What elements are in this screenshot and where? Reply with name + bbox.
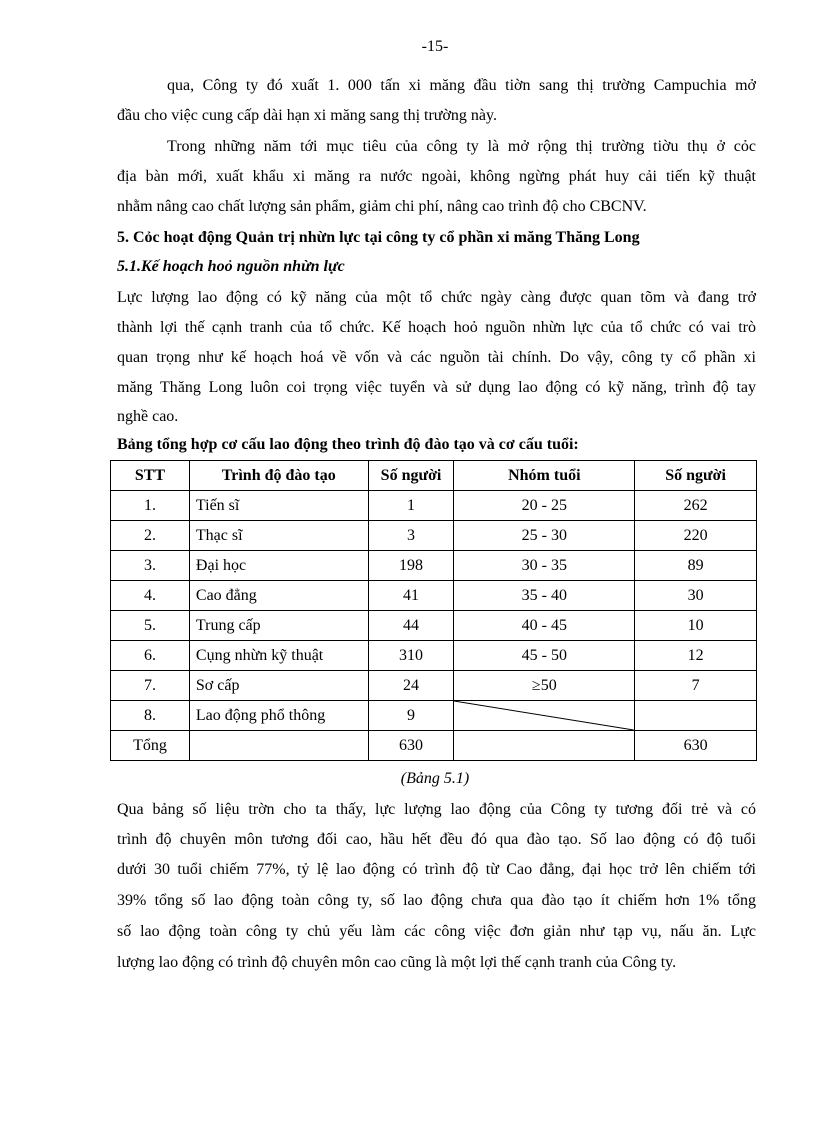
cell-age-count: 7: [635, 671, 757, 701]
table-total-row: [111, 731, 757, 761]
paragraph-line: dưới 30 tuổi chiếm 77%, tỷ lệ lao động có trình độ từ Cao đẳng, đại học trở lên chiếm tới: [117, 861, 756, 878]
intro-line: đầu cho việc cung cấp dài hạn xi măng sang thị trường này.: [117, 107, 497, 124]
cell-age-group-empty: [454, 701, 635, 731]
cell-stt: 6.: [111, 641, 190, 671]
header-cell: STT: [111, 461, 190, 491]
cell-age-count: 220: [635, 521, 757, 551]
total-empty: [454, 731, 635, 761]
intro-line: qua, Công ty đó xuất 1. 000 tấn xi măng đầu tiờn sang thị trường Campuchia mở: [167, 77, 756, 94]
paragraph-line: trình độ chuyên môn tương đối cao, hầu hết đều đó qua đào tạo. Số lao động có độ tuổi: [117, 831, 756, 848]
cell-count: 41: [368, 581, 454, 611]
cell-count: 24: [368, 671, 454, 701]
table-row: [111, 491, 757, 521]
total-age-count: 630: [635, 731, 757, 761]
cell-age-group: 20 - 25: [454, 491, 635, 521]
table-row: [111, 551, 757, 581]
cell-count: 198: [368, 551, 454, 581]
paragraph-line: nhằm nâng cao chất lượng sản phẩm, giảm chi phí, nâng cao trình độ cho CBCNV.: [117, 198, 647, 215]
paragraph-line: 39% tổng số lao động toàn công ty, số lao động chưa qua đào tạo ít chiếm hơn 1% tổng: [117, 892, 756, 909]
paragraph-line: quan trọng như kế hoạch hoá về vốn và các nguồn tài chính. Do vậy, công ty cổ phần xi: [117, 349, 756, 366]
cell-level: Tiến sĩ: [189, 491, 368, 521]
cell-count: 9: [368, 701, 454, 731]
table-row: [111, 701, 757, 731]
paragraph-line: nghề cao.: [117, 408, 179, 425]
cell-age-group: ≥50: [454, 671, 635, 701]
labor-structure-table: [110, 460, 757, 761]
cell-level: Lao động phổ thông: [189, 701, 368, 731]
cell-age-group: 35 - 40: [454, 581, 635, 611]
table-title: Bảng tổng hợp cơ cấu lao động theo trình độ đào tạo và cơ cấu tuổi:: [117, 436, 579, 453]
cell-age-group: 25 - 30: [454, 521, 635, 551]
cell-age-count: 12: [635, 641, 757, 671]
cell-age-count: [635, 701, 757, 731]
cell-age-group: 30 - 35: [454, 551, 635, 581]
paragraph-line: số lao động toàn công ty chủ yếu làm các công việc đơn giản như tạp vụ, nấu ăn. Lực: [117, 923, 756, 940]
cell-age-count: 262: [635, 491, 757, 521]
cell-age-group: 40 - 45: [454, 611, 635, 641]
paragraph-line: Trong những năm tới mục tiêu của công ty là mở rộng thị trường tiờu thụ ở cỏc: [167, 138, 756, 155]
cell-level: Cụng nhừn kỹ thuật: [189, 641, 368, 671]
table-row: [111, 671, 757, 701]
paragraph-line: Lực lượng lao động có kỹ năng của một tổ chức ngày càng được quan tõm và đang trở: [117, 289, 756, 306]
header-cell: Nhóm tuổi: [454, 461, 635, 491]
paragraph-line: lượng lao động có trình độ chuyên môn cao cũng là một lợi thế cạnh tranh của Công ty.: [117, 954, 677, 971]
table-caption: (Bảng 5.1): [400, 770, 470, 787]
cell-level: Cao đẳng: [189, 581, 368, 611]
cell-count: 44: [368, 611, 454, 641]
cell-stt: 5.: [111, 611, 190, 641]
page-number: -15-: [421, 38, 449, 55]
cell-age-count: 10: [635, 611, 757, 641]
cell-stt: 2.: [111, 521, 190, 551]
cell-level: Sơ cấp: [189, 671, 368, 701]
table-row: [111, 641, 757, 671]
cell-age-count: 89: [635, 551, 757, 581]
table-header-row: [111, 461, 757, 491]
cell-stt: 1.: [111, 491, 190, 521]
total-empty: [189, 731, 368, 761]
cell-stt: 8.: [111, 701, 190, 731]
cell-stt: 4.: [111, 581, 190, 611]
cell-count: 3: [368, 521, 454, 551]
diagonal-line: [454, 701, 634, 730]
paragraph-line: địa bàn mới, xuất khẩu xi măng ra nước ngoài, không ngừng phát huy cải tiến kỹ thuật: [117, 168, 756, 185]
header-cell: Trình độ đào tạo: [189, 461, 368, 491]
cell-level: Trung cấp: [189, 611, 368, 641]
paragraph-line: măng Thăng Long luôn coi trọng việc tuyển và sử dụng lao động có kỹ năng, trình độ tay: [117, 379, 756, 396]
header-cell: Số người: [368, 461, 454, 491]
header-cell: Số người: [635, 461, 757, 491]
table-row: [111, 611, 757, 641]
paragraph-line: Qua bảng số liệu trờn cho ta thấy, lực lượng lao động của Công ty tương đối trẻ và có: [117, 801, 756, 818]
total-count: 630: [368, 731, 454, 761]
cell-level: Thạc sĩ: [189, 521, 368, 551]
table-row: [111, 521, 757, 551]
table-row: [111, 581, 757, 611]
subsection-heading: 5.1.Kế hoạch hoỏ nguồn nhừn lực: [117, 258, 345, 275]
paragraph-line: thành lợi thế cạnh tranh của tổ chức. Kế hoạch hoỏ nguồn nhừn lực của tổ chức có vai trò: [117, 319, 756, 336]
section-heading: 5. Cỏc hoạt động Quản trị nhừn lực tại công ty cổ phần xi măng Thăng Long: [117, 229, 640, 246]
cell-age-count: 30: [635, 581, 757, 611]
cell-stt: 3.: [111, 551, 190, 581]
cell-level: Đại học: [189, 551, 368, 581]
cell-stt: 7.: [111, 671, 190, 701]
cell-count: 310: [368, 641, 454, 671]
total-label: Tổng: [111, 731, 190, 761]
cell-age-group: 45 - 50: [454, 641, 635, 671]
cell-count: 1: [368, 491, 454, 521]
